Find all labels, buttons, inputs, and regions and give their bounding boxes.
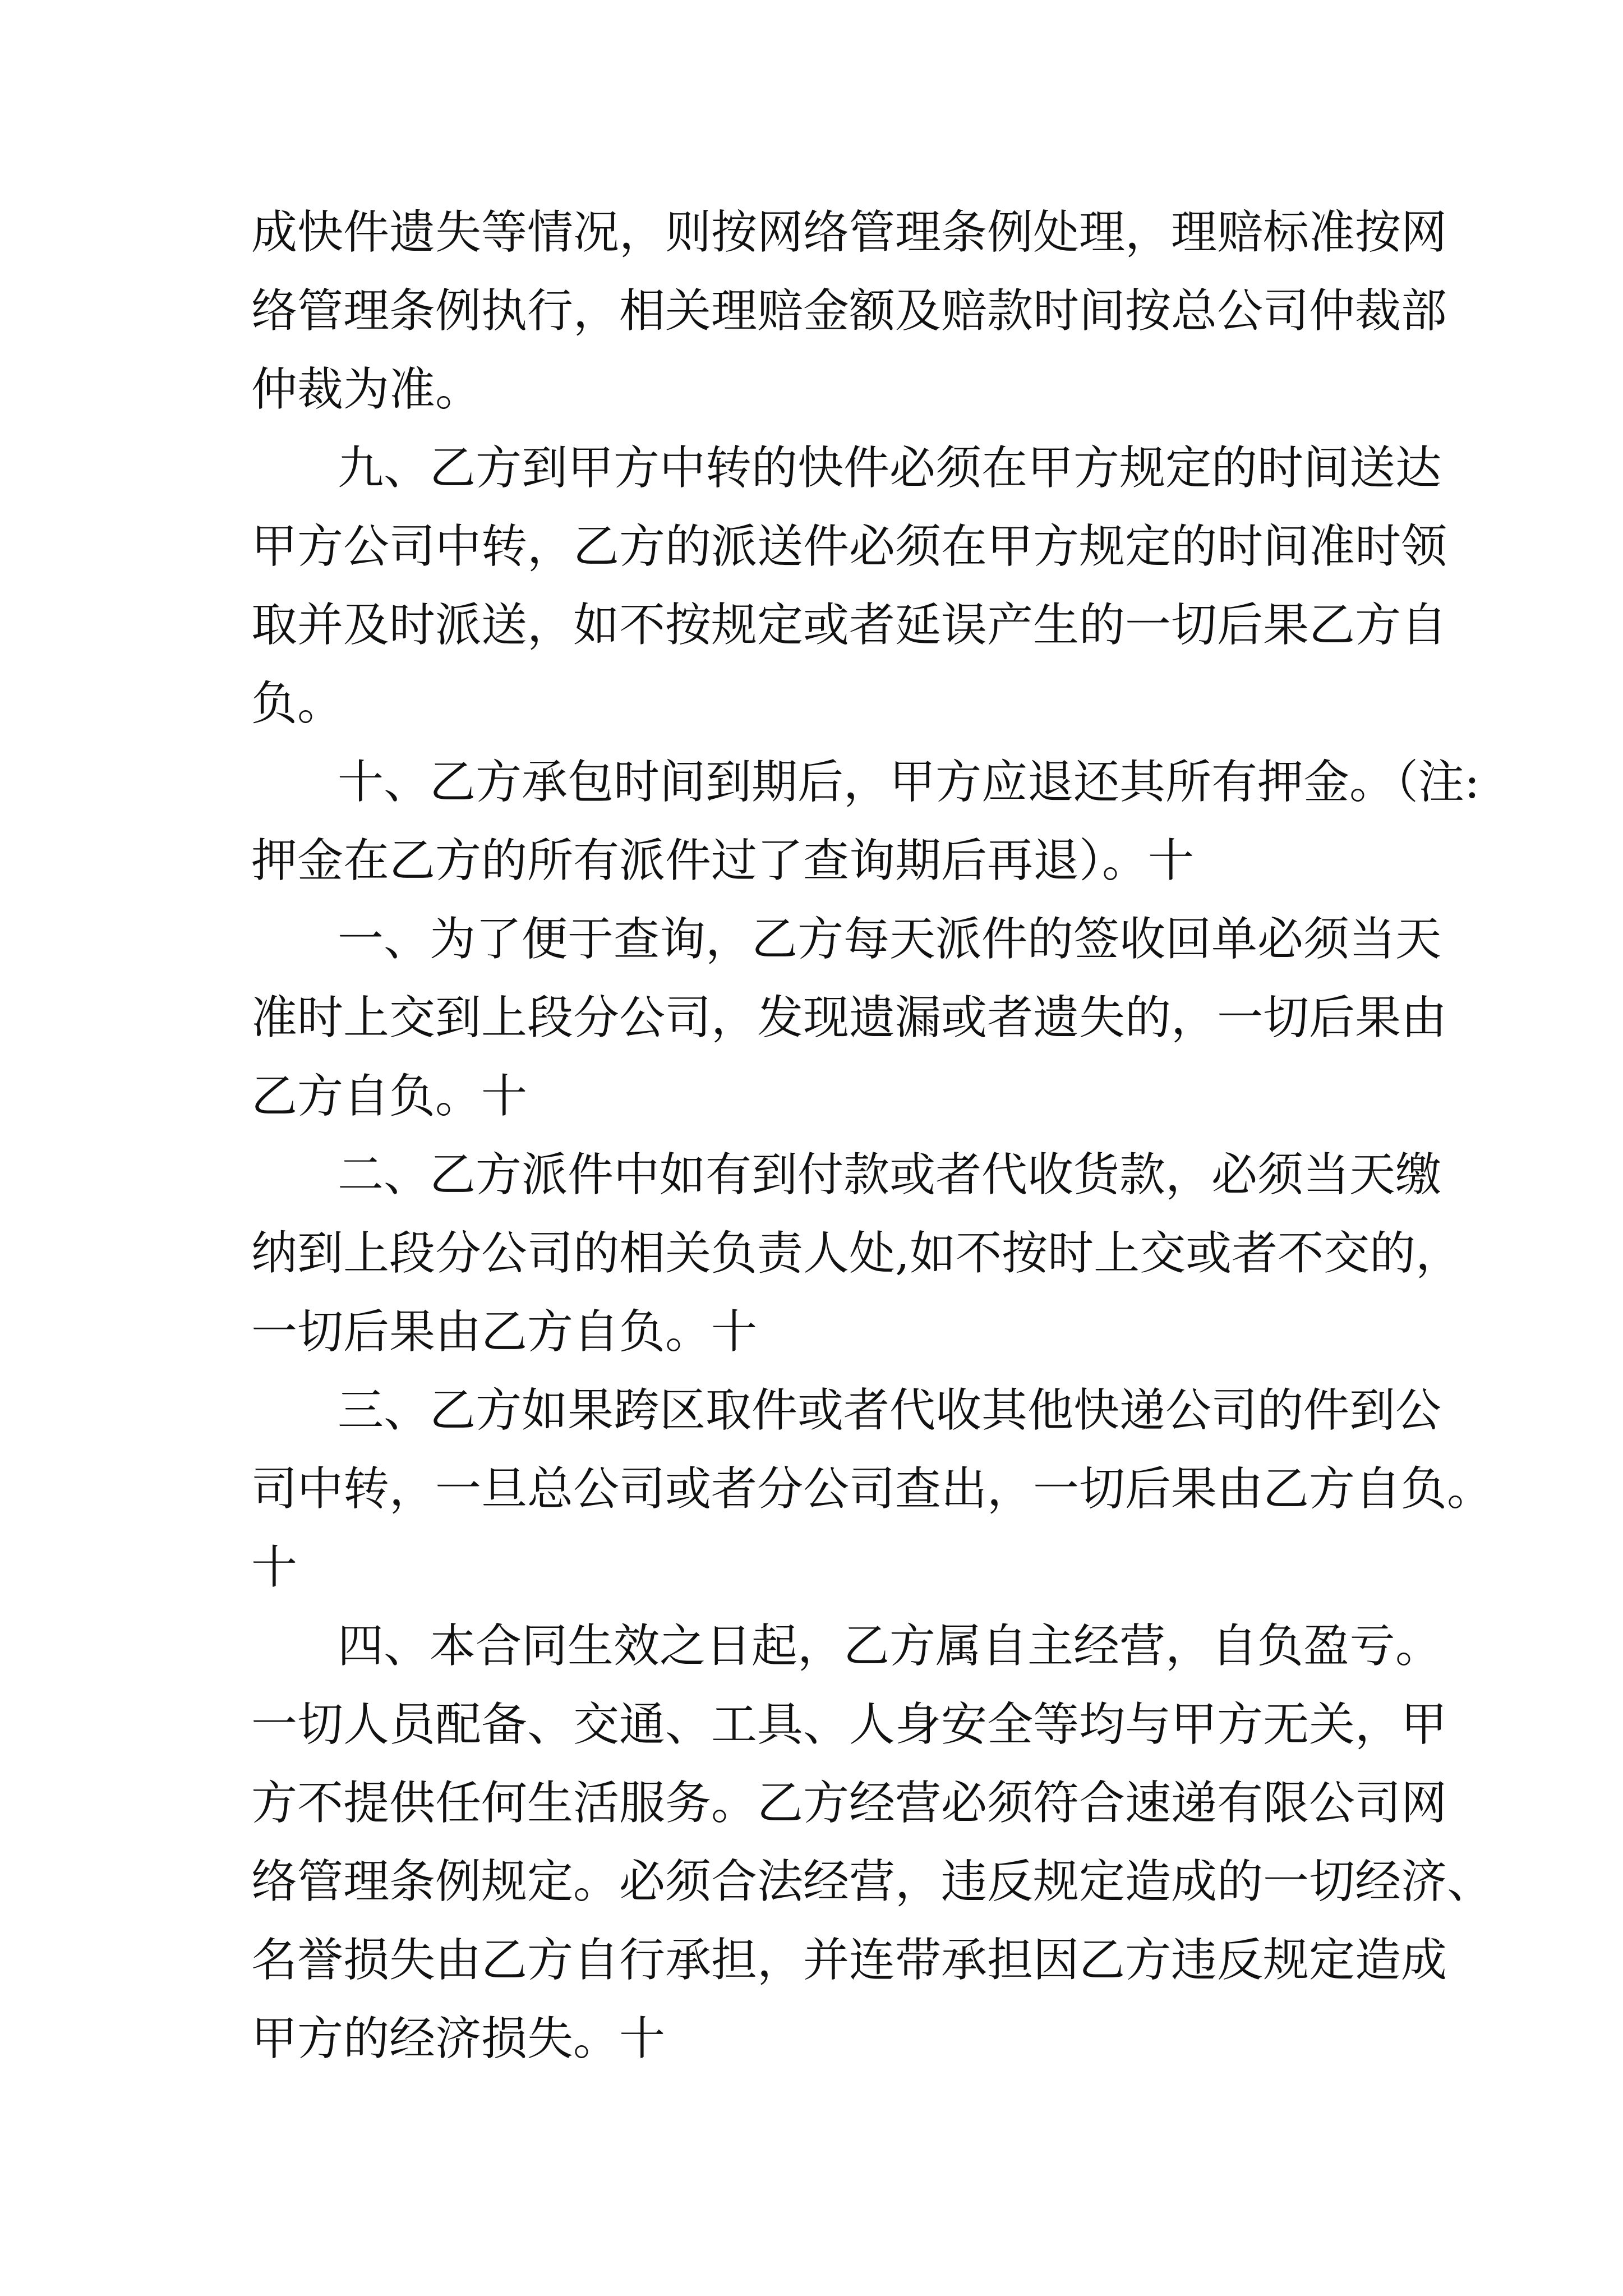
paragraph-first-line: 九、乙方到甲方中转的快件必须在甲方规定的时间送达: [338, 441, 1442, 495]
text-line: 取并及时派送，如不按规定或者延误产生的一切后果乙方自: [251, 599, 1447, 652]
text-line: 一切后果由乙方自负。十: [251, 1305, 758, 1359]
text-line: 名誉损失由乙方自行承担，并连带承担因乙方违反规定造成: [251, 1934, 1447, 1987]
text-line: 络管理条例规定。必须合法经营，违反规定造成的一切经济、: [251, 1855, 1493, 1908]
text-line: 成快件遗失等情况，则按网络管理条例处理，理赔标准按网: [251, 206, 1447, 259]
paragraph-first-line: 四、本合同生效之日起，乙方属自主经营，自负盈亏。: [338, 1619, 1442, 1673]
text-line: 准时上交到上段分公司，发现遗漏或者遗失的，一切后果由: [251, 991, 1447, 1045]
text-line: 甲方的经济损失。十: [251, 2012, 666, 2065]
paragraph-first-line: 十、乙方承包时间到期后，甲方应退还其所有押金。（注:: [338, 756, 1480, 809]
text-line: 一切人员配备、交通、工具、人身安全等均与甲方无关，甲: [251, 1698, 1447, 1751]
paragraph-first-line: 三、乙方如果跨区取件或者代收其他快递公司的件到公: [338, 1384, 1442, 1437]
text-line: 十: [251, 1541, 298, 1594]
text-line: 押金在乙方的所有派件过了查询期后再退）。十: [251, 834, 1195, 887]
text-line: 仲裁为准。: [251, 363, 482, 416]
text-line: 甲方公司中转，乙方的派送件必须在甲方规定的时间准时领: [251, 520, 1447, 573]
paragraph-first-line: 二、乙方派件中如有到付款或者代收货款，必须当天缴: [338, 1148, 1442, 1202]
text-line: 纳到上段分公司的相关负责人处,如不按时上交或者不交的，: [251, 1227, 1462, 1280]
text-line: 司中转，一旦总公司或者分公司查出，一切后果由乙方自负。: [251, 1462, 1493, 1516]
text-line: 络管理条例执行，相关理赔金额及赔款时间按总公司仲裁部: [251, 284, 1447, 338]
text-line: 负。: [251, 677, 344, 730]
paragraph-first-line: 一、为了便于查询，乙方每天派件的签收回单必须当天: [338, 913, 1442, 966]
text-line: 方不提供任何生活服务。乙方经营必须符合速递有限公司网: [251, 1777, 1447, 1830]
text-line: 乙方自负。十: [251, 1070, 528, 1123]
